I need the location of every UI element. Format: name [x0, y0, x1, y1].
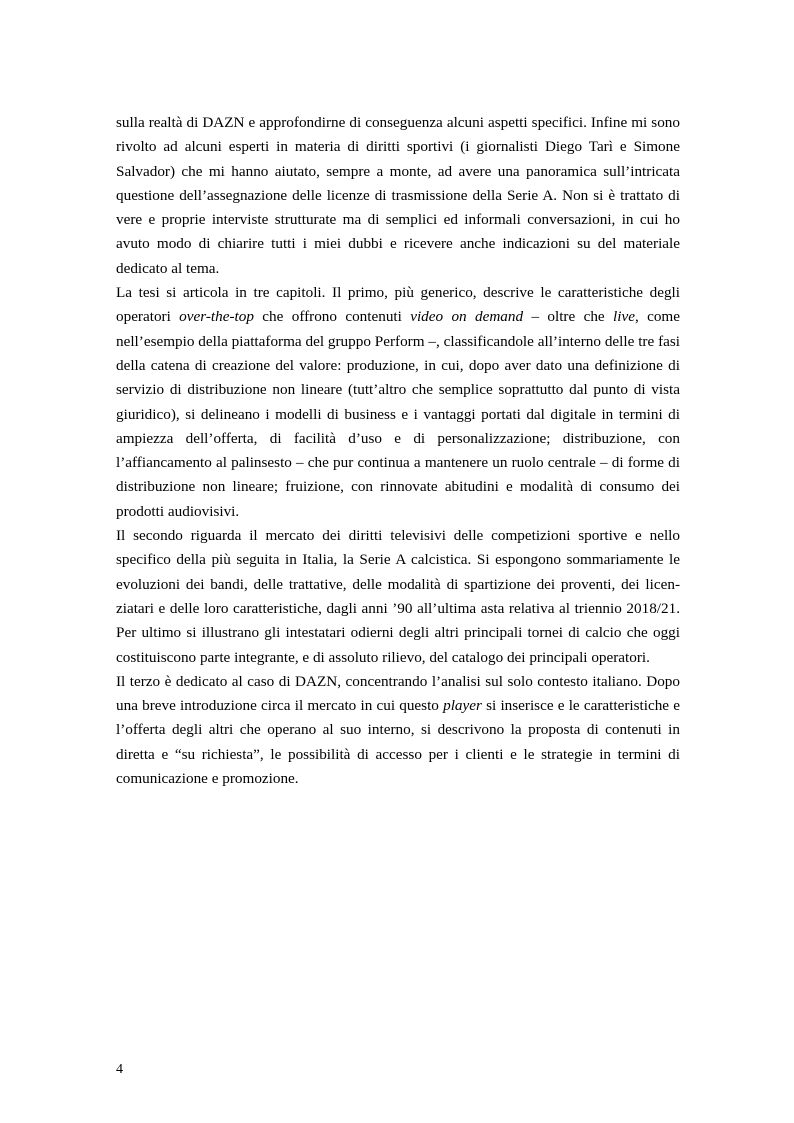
- text-run: Il terzo è dedicato al caso di DAZN, concentrando l’analisi sul solo contesto italiano. Dopo una breve introduzione circa il mercato in cui questo: [116, 672, 680, 715]
- paragraph: [116, 524, 680, 670]
- paragraph: [116, 670, 680, 791]
- italic-term: live: [613, 308, 635, 326]
- text-run: , come nell’esempio della piattaforma del gruppo Perform –, classificandole all’interno delle tre fasi della catena di creazione del valore: produzione, in cui, dopo aver dato una definizione di servizio di distribuzione non lineare (tutt’altro che semplice soprattutto dal punto di vista giuridico), si delineano i modelli di business e i vantaggi portati dal digitale in termini di ampiezza dell’offerta, di facilità d’uso e di personalizzazione; distribuzione, con l’affiancamento al palinsesto – che pur continua a mantenere un ruolo centrale – di forme di distribuzione non lineare; fruizione, con rinnovate abitudini e modalità di consumo dei prodotti audiovisivi.: [116, 308, 680, 520]
- text-run: Il secondo riguarda il mercato dei diritti televisivi delle competizioni sportive e nello specifico della più seguita in Italia, la Serie A calcistica. Si espongono sommariamente le evoluzioni dei bandi, delle trattative, delle modalità di spartizione dei proventi, dei licenziatari e delle loro caratteristiche, dagli anni ’90 all’ultima asta relativa al triennio 2018/21. Per ultimo si illustrano gli intestatari odierni degli altri principali tornei di calcio che oggi costituiscono parte integrante, e di assoluto rilievo, del catalogo dei principali operatori.: [116, 527, 680, 666]
- paragraph: [116, 281, 680, 524]
- text-run: si inserisce e le caratteristiche e l’offerta degli altri che operano al suo interno, si descrivono la proposta di contenuti in diretta e “su richiesta”, le possibilità di accesso per i clienti e le strategie in termini di comunicazione e promozione.: [116, 697, 680, 788]
- body-text: [116, 111, 680, 791]
- italic-term: player: [443, 697, 482, 715]
- text-run: – oltre che: [523, 308, 614, 326]
- italic-term: video on demand: [410, 308, 524, 326]
- text-run: La tesi si articola in tre capitoli. Il primo, più generico, descrive le caratteristiche degli operatori: [116, 284, 680, 326]
- paragraph: [116, 111, 680, 281]
- page-number: 4: [116, 1062, 123, 1077]
- text-run: che offrono contenuti: [253, 308, 411, 326]
- italic-term: over-the-top: [179, 308, 254, 326]
- text-run: sulla realtà di DAZN e approfondirne di conseguenza alcuni aspetti specifici. Infine mi sono rivolto ad alcuni esperti in materia di diritti sportivi (i giornalisti Diego Tarì e Simone Salvador) che mi hanno aiutato, sempre a monte, ad avere una panoramica sull’intricata questione dell’assegnazione delle licenze di trasmissione della Serie A. Non si è trattato di vere e proprie interviste strutturate ma di semplici ed informali conversazioni, in cui ho avuto modo di chiarire tutti i miei dubbi e ricevere anche indicazioni su del materiale dedicato al tema.: [116, 114, 680, 277]
